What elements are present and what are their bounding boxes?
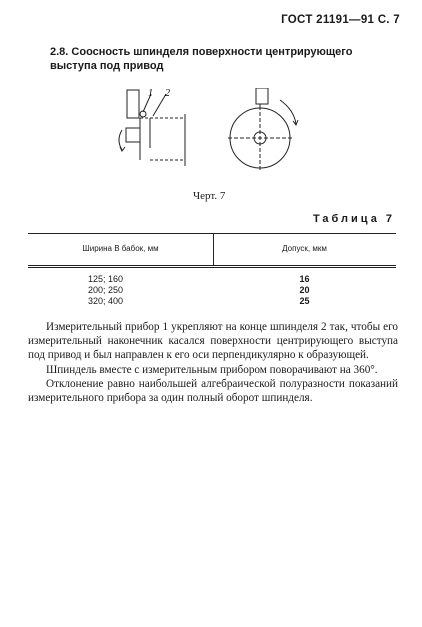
header-tolerance: Допуск, мкм xyxy=(282,244,327,253)
figure-caption: Черт. 7 xyxy=(193,190,226,202)
page-header: ГОСТ 21191—91 С. 7 xyxy=(281,14,400,26)
figure-drawing xyxy=(110,88,310,183)
indicator-body-left xyxy=(127,90,139,118)
table-title: Таблица 7 xyxy=(312,213,395,225)
spindle-flange xyxy=(126,128,140,142)
table-header-rule xyxy=(28,265,396,266)
label-2: 2 xyxy=(165,88,170,99)
header-width: Ширина B бабок, мм xyxy=(82,244,159,253)
label-1: 1 xyxy=(148,88,153,99)
cell-width: 200; 250 xyxy=(88,285,124,295)
cell-tolerance: 25 xyxy=(299,296,310,306)
indicator-body-right xyxy=(256,88,268,104)
cell-tolerance: 20 xyxy=(299,285,310,295)
table-top-rule xyxy=(28,233,396,234)
paragraph: Шпиндель вместе с измерительным прибором поворачивают на 360°. xyxy=(46,363,378,376)
cell-width: 320; 400 xyxy=(88,296,124,306)
body-text xyxy=(28,320,398,405)
spindle-diagram xyxy=(110,88,310,178)
table-row xyxy=(28,285,396,296)
table-row xyxy=(28,296,396,307)
cell-tolerance: 16 xyxy=(299,274,310,284)
paragraph: Отклонение равно наибольшей алгебраической полуразности показаний измерительного прибора за один полный оборот шпинделя. xyxy=(28,377,398,405)
cell-width: 125; 160 xyxy=(88,274,124,284)
table-row xyxy=(28,274,396,285)
rotation-arrow-right xyxy=(280,100,296,124)
paragraph: Измерительный прибор 1 укрепляют на конце шпинделя 2 так, чтобы его измерительный наконечник касался поверхности центрирующего выступа под привод и был направлен к его оси перпендикулярно к образующей. xyxy=(28,321,398,362)
section-title: 2.8. Соосность шпинделя поверхности центрирующего выступа под привод xyxy=(50,46,353,72)
